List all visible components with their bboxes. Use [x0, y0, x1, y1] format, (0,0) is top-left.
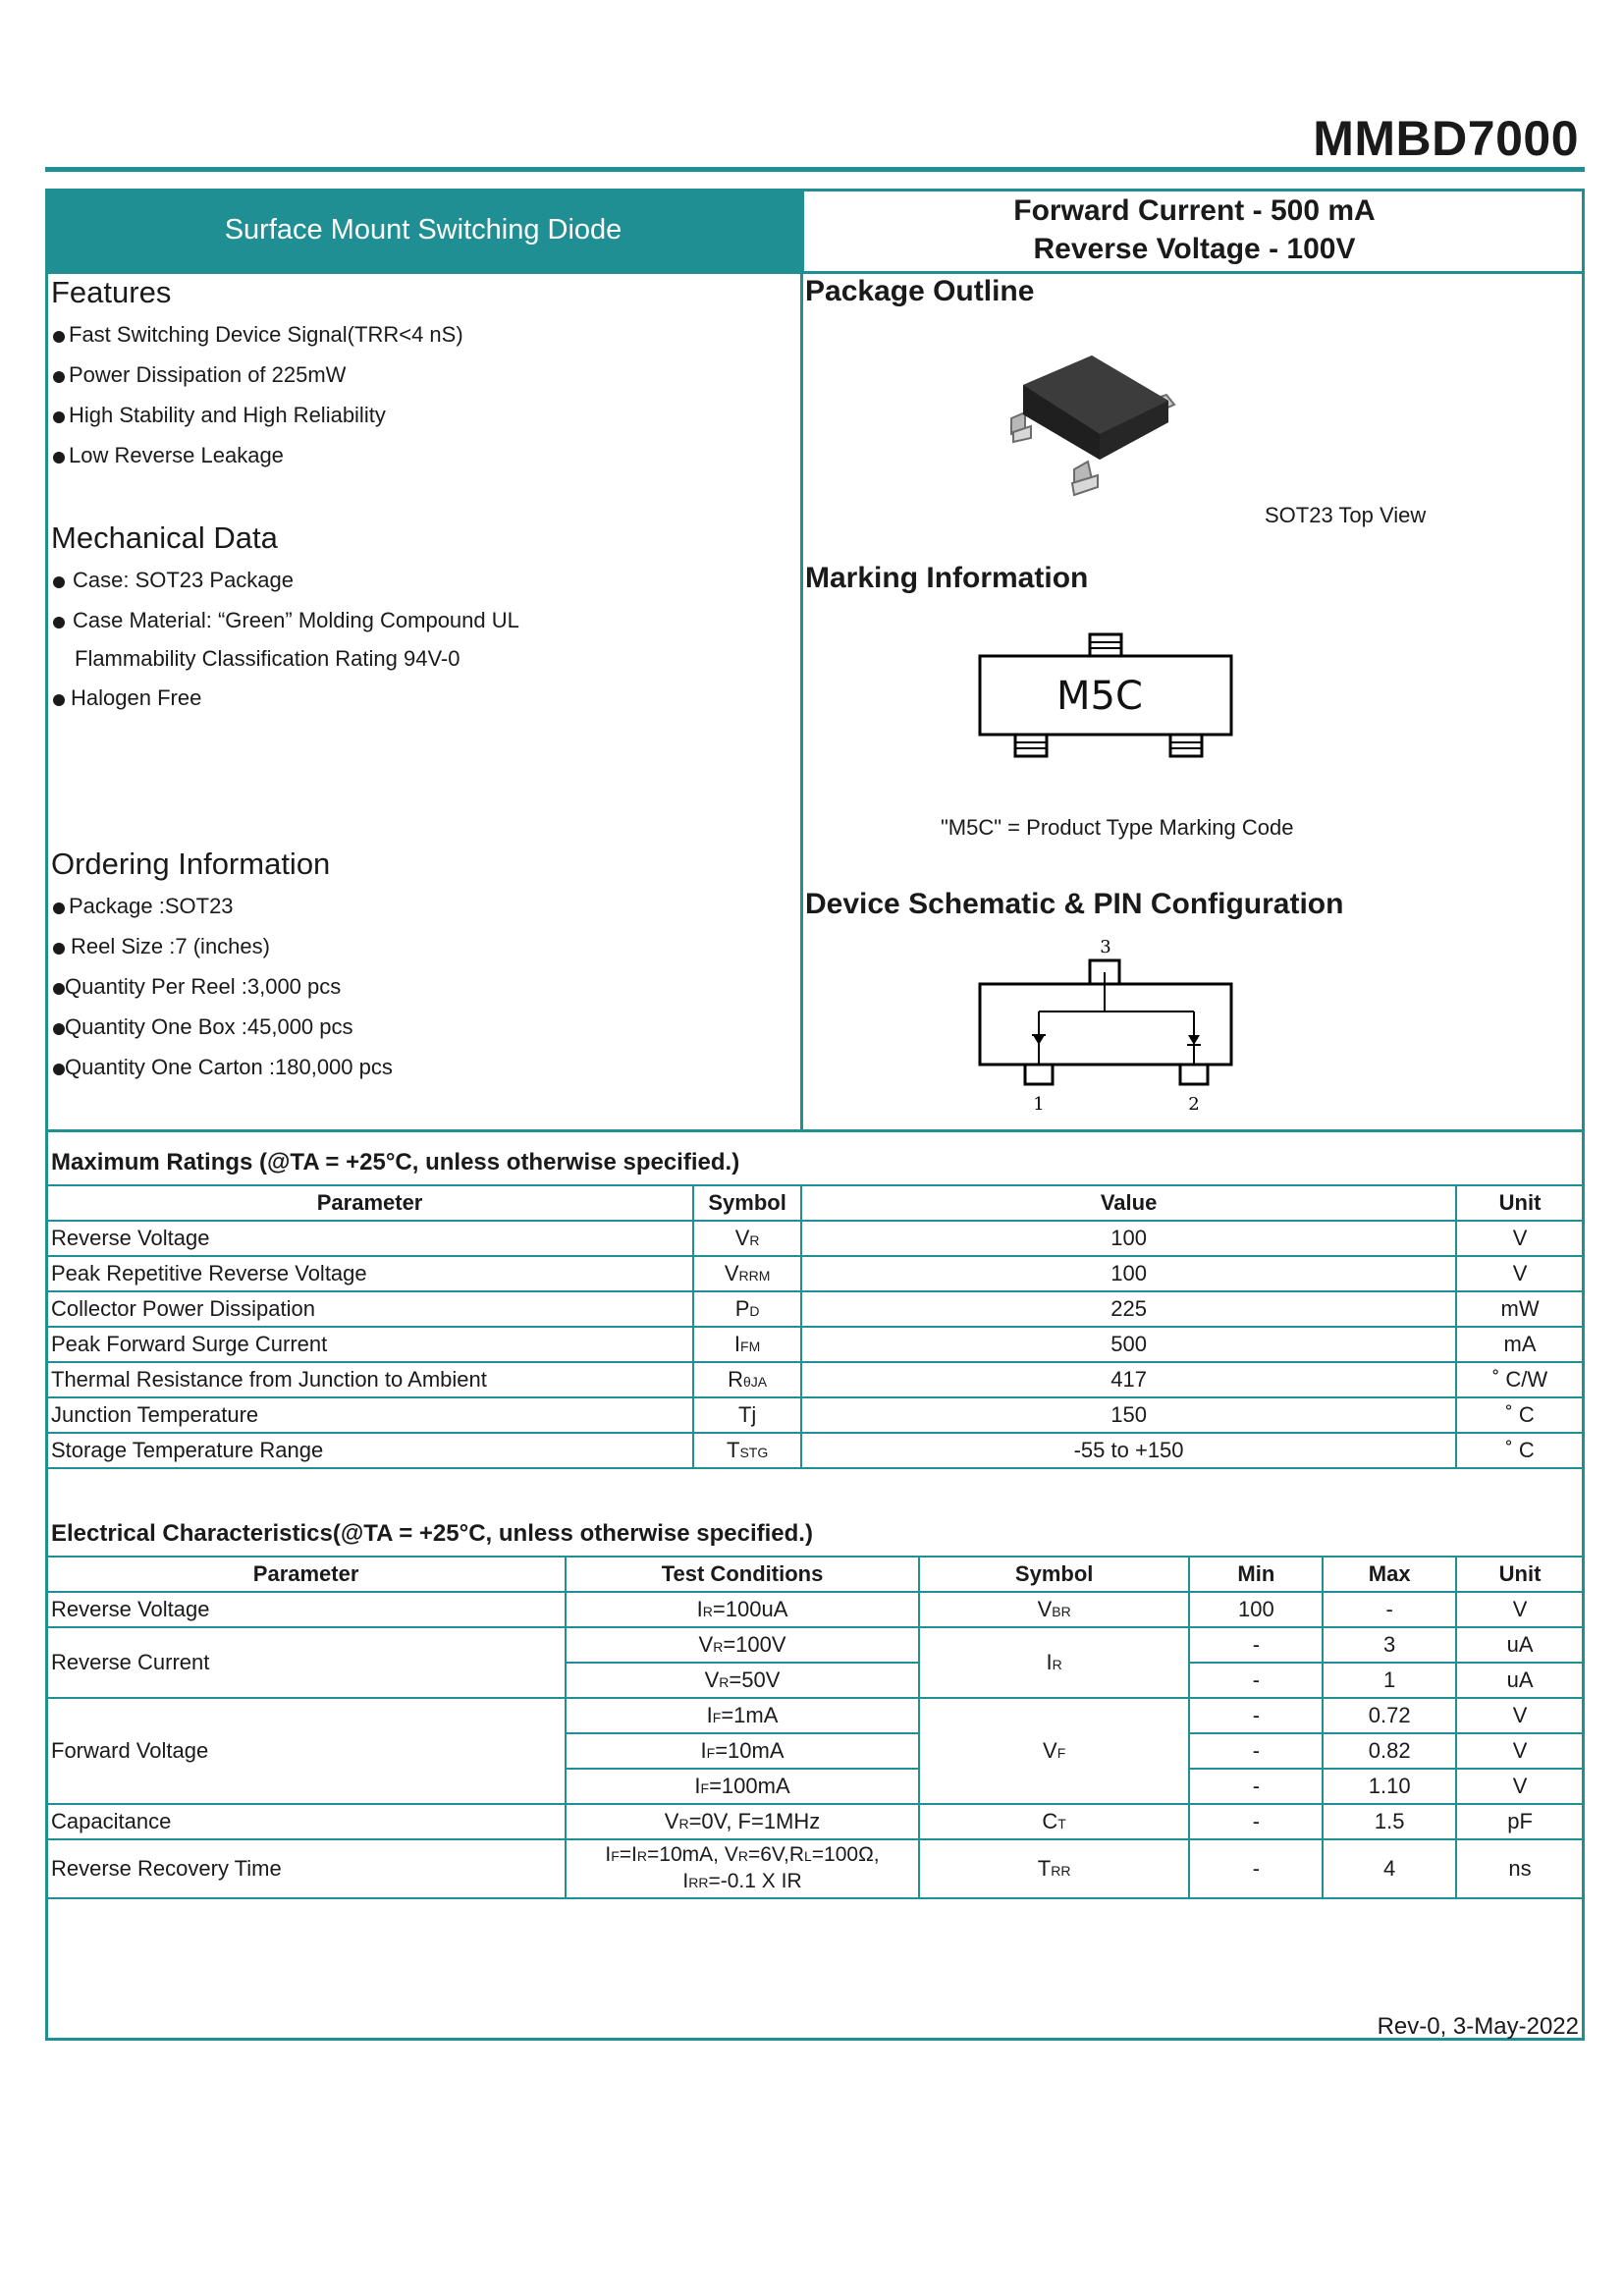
schematic-diagram	[972, 933, 1237, 1120]
column-header: Max	[1323, 1557, 1456, 1592]
symbol-cell: IR	[919, 1627, 1190, 1698]
param-cell: Reverse Recovery Time	[46, 1839, 566, 1898]
list-item: High Stability and High Reliability	[51, 395, 463, 435]
unit-cell: mW	[1456, 1291, 1584, 1327]
title-rule	[45, 167, 1585, 172]
electrical-table	[45, 1556, 1585, 1899]
condition-cell: VR=0V, F=1MHz	[566, 1804, 919, 1839]
table-row	[46, 1839, 1584, 1898]
list-item: Low Reverse Leakage	[51, 435, 463, 475]
unit-cell: V	[1456, 1698, 1584, 1733]
pin2-label: 2	[1188, 1094, 1200, 1115]
max-cell: 0.72	[1323, 1698, 1456, 1733]
min-cell: -	[1189, 1698, 1323, 1733]
symbol-cell: VBR	[919, 1592, 1190, 1627]
column-header: Unit	[1456, 1185, 1584, 1221]
pin3-label: 3	[1100, 937, 1111, 957]
max-cell: 1.5	[1323, 1804, 1456, 1839]
max-cell: 4	[1323, 1839, 1456, 1898]
max-cell: 3	[1323, 1627, 1456, 1663]
table-header-row	[46, 1557, 1584, 1592]
max-cell: 1.10	[1323, 1769, 1456, 1804]
value-cell: -55 to +150	[801, 1433, 1456, 1468]
list-item: Fast Switching Device Signal(TRR<4 nS)	[51, 314, 463, 355]
unit-cell: ˚ C/W	[1456, 1362, 1584, 1397]
unit-cell: pF	[1456, 1804, 1584, 1839]
package-outline-title: Package Outline	[805, 275, 1035, 307]
symbol-cell: IFM	[693, 1327, 801, 1362]
product-type-banner: Surface Mount Switching Diode	[45, 189, 801, 271]
part-number-title: MMBD7000	[1313, 111, 1579, 166]
symbol-cell: VR	[693, 1221, 801, 1256]
param-cell: Forward Voltage	[46, 1698, 566, 1804]
schematic-title: Device Schematic & PIN Configuration	[805, 888, 1344, 920]
max-cell: -	[1323, 1592, 1456, 1627]
marking-caption: "M5C" = Product Type Marking Code	[941, 815, 1294, 840]
column-header: Min	[1189, 1557, 1323, 1592]
column-header: Parameter	[46, 1185, 693, 1221]
table-row	[46, 1698, 1584, 1733]
condition-cell: IR=100uA	[566, 1592, 919, 1627]
electrical-title: Electrical Characteristics(@TA = +25°C, unless otherwise specified.)	[51, 1520, 813, 1547]
table-row	[46, 1433, 1584, 1468]
list-item: Package :SOT23	[51, 886, 393, 926]
marking-title: Marking Information	[805, 562, 1089, 594]
condition-cell: IF=10mA	[566, 1733, 919, 1769]
symbol-cell: VF	[919, 1698, 1190, 1804]
param-cell: Reverse Voltage	[46, 1592, 566, 1627]
mechanical-title: Mechanical Data	[51, 520, 278, 555]
table-row	[46, 1627, 1584, 1663]
table-header-row	[46, 1185, 1584, 1221]
min-cell: 100	[1189, 1592, 1323, 1627]
list-item: Case: SOT23 Package	[51, 560, 519, 600]
condition-cell: VR=50V	[566, 1663, 919, 1698]
param-cell: Peak Repetitive Reverse Voltage	[46, 1256, 693, 1291]
param-cell: Reverse Voltage	[46, 1221, 693, 1256]
list-item: Case Material: “Green” Molding Compound UL	[51, 600, 519, 640]
symbol-cell: CT	[919, 1804, 1190, 1839]
min-cell: -	[1189, 1733, 1323, 1769]
value-cell: 100	[801, 1256, 1456, 1291]
key-specs-banner	[801, 189, 1585, 271]
value-cell: 417	[801, 1362, 1456, 1397]
symbol-cell: Tj	[693, 1397, 801, 1433]
value-cell: 100	[801, 1221, 1456, 1256]
table-row	[46, 1362, 1584, 1397]
value-cell: 500	[801, 1327, 1456, 1362]
table-row	[46, 1397, 1584, 1433]
unit-cell: V	[1456, 1769, 1584, 1804]
value-cell: 150	[801, 1397, 1456, 1433]
marking-diagram	[972, 632, 1237, 766]
value-cell: 225	[801, 1291, 1456, 1327]
features-list	[51, 314, 463, 475]
unit-cell: ns	[1456, 1839, 1584, 1898]
marking-code: M5C	[1056, 674, 1143, 719]
mechanical-list	[51, 560, 519, 718]
forward-current-spec: Forward Current - 500 mA	[1013, 194, 1376, 227]
max-cell: 0.82	[1323, 1733, 1456, 1769]
min-cell: -	[1189, 1627, 1323, 1663]
symbol-cell: TRR	[919, 1839, 1190, 1898]
unit-cell: V	[1456, 1221, 1584, 1256]
ordering-list	[51, 886, 393, 1087]
reverse-voltage-spec: Reverse Voltage - 100V	[1033, 233, 1356, 265]
param-cell: Thermal Resistance from Junction to Ambient	[46, 1362, 693, 1397]
param-cell: Storage Temperature Range	[46, 1433, 693, 1468]
column-header: Parameter	[46, 1557, 566, 1592]
unit-cell: ˚ C	[1456, 1397, 1584, 1433]
list-item: Quantity One Carton :180,000 pcs	[51, 1047, 393, 1087]
list-item: Halogen Free	[51, 678, 519, 718]
unit-cell: uA	[1456, 1663, 1584, 1698]
column-header: Value	[801, 1185, 1456, 1221]
divider	[45, 1129, 1585, 1132]
min-cell: -	[1189, 1804, 1323, 1839]
list-item: Power Dissipation of 225mW	[51, 355, 463, 395]
unit-cell: ˚ C	[1456, 1433, 1584, 1468]
param-cell: Collector Power Dissipation	[46, 1291, 693, 1327]
table-row	[46, 1256, 1584, 1291]
symbol-cell: PD	[693, 1291, 801, 1327]
list-item: Flammability Classification Rating 94V-0	[75, 646, 460, 671]
unit-cell: V	[1456, 1592, 1584, 1627]
condition-cell: IF=1mA	[566, 1698, 919, 1733]
unit-cell: mA	[1456, 1327, 1584, 1362]
max-cell: 1	[1323, 1663, 1456, 1698]
column-header: Symbol	[693, 1185, 801, 1221]
unit-cell: uA	[1456, 1627, 1584, 1663]
min-cell: -	[1189, 1769, 1323, 1804]
table-row	[46, 1327, 1584, 1362]
table-row	[46, 1221, 1584, 1256]
param-cell: Peak Forward Surge Current	[46, 1327, 693, 1362]
table-row	[46, 1291, 1584, 1327]
revision-date: Rev-0, 3-May-2022	[1377, 2013, 1579, 2040]
list-item: Quantity One Box :45,000 pcs	[51, 1007, 393, 1047]
min-cell: -	[1189, 1663, 1323, 1698]
condition-cell: IF=100mA	[566, 1769, 919, 1804]
table-row	[46, 1804, 1584, 1839]
max-ratings-title: Maximum Ratings (@TA = +25°C, unless otherwise specified.)	[51, 1149, 740, 1175]
param-cell: Capacitance	[46, 1804, 566, 1839]
package-caption: SOT23 Top View	[1265, 503, 1427, 527]
symbol-cell: RθJA	[693, 1362, 801, 1397]
symbol-cell: TSTG	[693, 1433, 801, 1468]
unit-cell: V	[1456, 1733, 1584, 1769]
column-header: Unit	[1456, 1557, 1584, 1592]
symbol-cell: VRRM	[693, 1256, 801, 1291]
unit-cell: V	[1456, 1256, 1584, 1291]
divider	[800, 271, 803, 1129]
column-header: Symbol	[919, 1557, 1190, 1592]
min-cell: -	[1189, 1839, 1323, 1898]
max-ratings-table	[45, 1184, 1585, 1469]
features-title: Features	[51, 275, 172, 309]
column-header: Test Conditions	[566, 1557, 919, 1592]
sot23-package-illustration	[1001, 344, 1198, 501]
list-item: Reel Size :7 (inches)	[51, 926, 393, 966]
table-row	[46, 1592, 1584, 1627]
condition-cell: IF=IR=10mA, VR=6V,RL=100Ω, IRR=-0.1 X IR	[566, 1839, 919, 1898]
pin1-label: 1	[1033, 1094, 1045, 1115]
param-cell: Reverse Current	[46, 1627, 566, 1698]
condition-cell: VR=100V	[566, 1627, 919, 1663]
param-cell: Junction Temperature	[46, 1397, 693, 1433]
divider	[45, 271, 1585, 274]
list-item: Quantity Per Reel :3,000 pcs	[51, 966, 393, 1007]
ordering-title: Ordering Information	[51, 847, 331, 881]
